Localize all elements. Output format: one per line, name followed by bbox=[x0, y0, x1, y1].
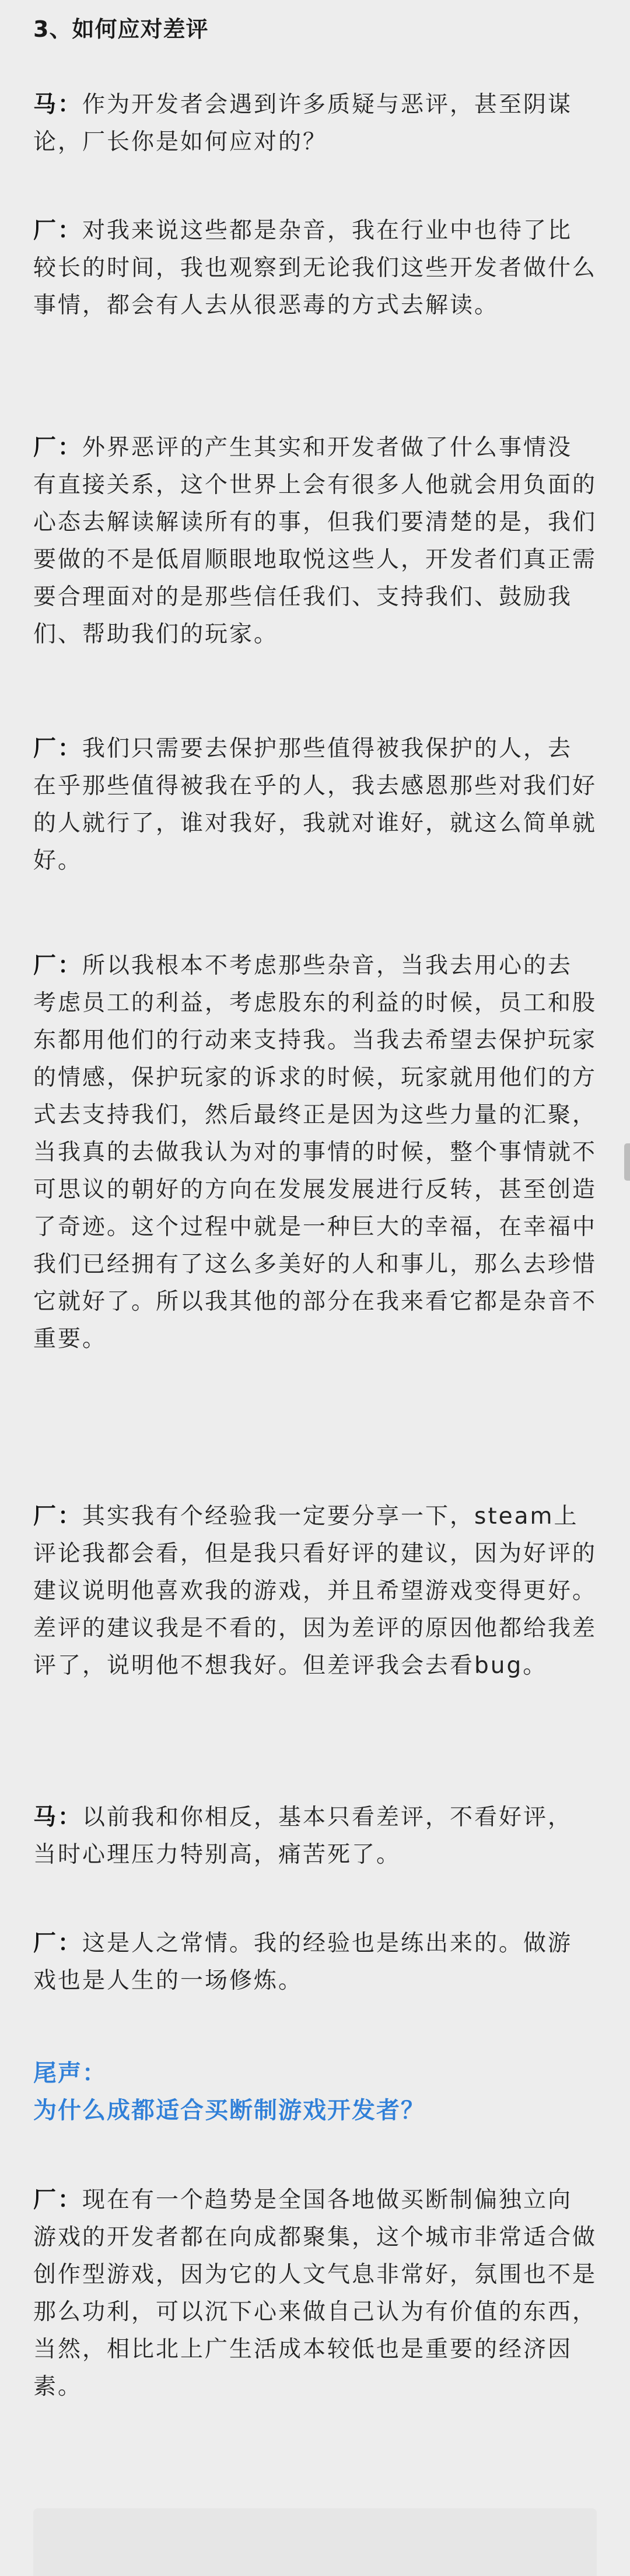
paragraph-ma-reply bbox=[33, 1799, 597, 1874]
paragraph-chang-answer-1 bbox=[33, 212, 597, 324]
paragraph-text: 对我来说这些都是杂音，我在行业中也待了比较长的时间，我也观察到无论我们这些开发者做什么事情，都会有人去从很恶毒的方式去解读。 bbox=[33, 218, 597, 318]
speaker-label: 厂： bbox=[33, 218, 83, 244]
epilogue-heading bbox=[33, 2054, 597, 2129]
speaker-label: 厂： bbox=[33, 953, 83, 979]
paragraph-text: 这是人之常情。我的经验也是练出来的。做游戏也是人生的一场修炼。 bbox=[33, 1930, 573, 1994]
speaker-label: 马： bbox=[33, 92, 83, 118]
speaker-label: 厂： bbox=[33, 435, 83, 461]
speaker-label: 厂： bbox=[33, 1503, 83, 1530]
speaker-label: 马： bbox=[33, 1804, 83, 1831]
speaker-label: 厂： bbox=[33, 2187, 83, 2213]
paragraph-chang-answer-4 bbox=[33, 947, 597, 1358]
paragraph-chang-answer-6 bbox=[33, 1925, 597, 2000]
paragraph-chang-answer-5 bbox=[33, 1498, 597, 1685]
speaker-label: 厂： bbox=[33, 736, 83, 762]
paragraph-text: 其实我有个经验我一定要分享一下，steam上评论我都会看，但是我只看好评的建议，因为好评的建议说明他喜欢我的游戏，并且希望游戏变得更好。差评的建议我是不看的，因为差评的原因他都给我差评了，说明他不想我好。但差评我会去看bug。 bbox=[33, 1503, 597, 1679]
paragraph-chang-answer-2 bbox=[33, 429, 597, 653]
paragraph-text: 现在有一个趋势是全国各地做买断制偏独立向游戏的开发者都在向成都聚集，这个城市非常适合做创作型游戏，因为它的人文气息非常好，氛围也不是那么功利，可以沉下心来做自己认为有价值的东西，当然，相比北上广生活成本较低也是重要的经济因素。 bbox=[33, 2187, 597, 2400]
paragraph-text: 作为开发者会遇到许多质疑与恶评，甚至阴谋论，厂长你是如何应对的？ bbox=[33, 92, 573, 155]
paragraph-text: 外界恶评的产生其实和开发者做了什么事情没有直接关系，这个世界上会有很多人他就会用负面的心态去解读解读所有的事，但我们要清楚的是，我们要做的不是低眉顺眼地取悦这些人，开发者们真正需要合理面对的是那些信任我们、支持我们、鼓励我们、帮助我们的玩家。 bbox=[33, 435, 597, 648]
speaker-label: 厂： bbox=[33, 1930, 83, 1957]
epilogue-question: 为什么成都适合买断制游戏开发者？ bbox=[33, 2097, 425, 2124]
scrollbar-handle[interactable] bbox=[624, 1143, 630, 1181]
epilogue-label: 尾声： bbox=[33, 2060, 107, 2087]
bottom-card bbox=[33, 2508, 597, 2576]
paragraph-text: 所以我根本不考虑那些杂音，当我去用心的去考虑员工的利益，考虑股东的利益的时候，员工和股东都用他们的行动来支持我。当我去希望去保护玩家的情感，保护玩家的诉求的时候，玩家就用他们的方式去支持我们，然后最终正是因为这些力量的汇聚，当我真的去做我认为对的事情的时候，整个事情就不可思议的朝好的方向在发展发展进行反转，甚至创造了奇迹。这个过程中就是一种巨大的幸福，在幸福中我们已经拥有了这么多美好的人和事儿，那么去珍惜它就好了。所以我其他的部分在我来看它都是杂音不重要。 bbox=[33, 953, 597, 1352]
paragraph-chang-answer-7 bbox=[33, 2182, 597, 2406]
paragraph-text: 我们只需要去保护那些值得被我保护的人，去在乎那些值得被我在乎的人，我去感恩那些对我们好的人就行了，谁对我好，我就对谁好，就这么简单就好。 bbox=[33, 736, 597, 874]
paragraph-text: 以前我和你相反，基本只看差评，不看好评，当时心理压力特别高，痛苦死了。 bbox=[33, 1804, 573, 1868]
paragraph-ma-question bbox=[33, 86, 597, 161]
section-heading: 3、如何应对差评 bbox=[33, 16, 209, 42]
paragraph-chang-answer-3 bbox=[33, 730, 597, 880]
